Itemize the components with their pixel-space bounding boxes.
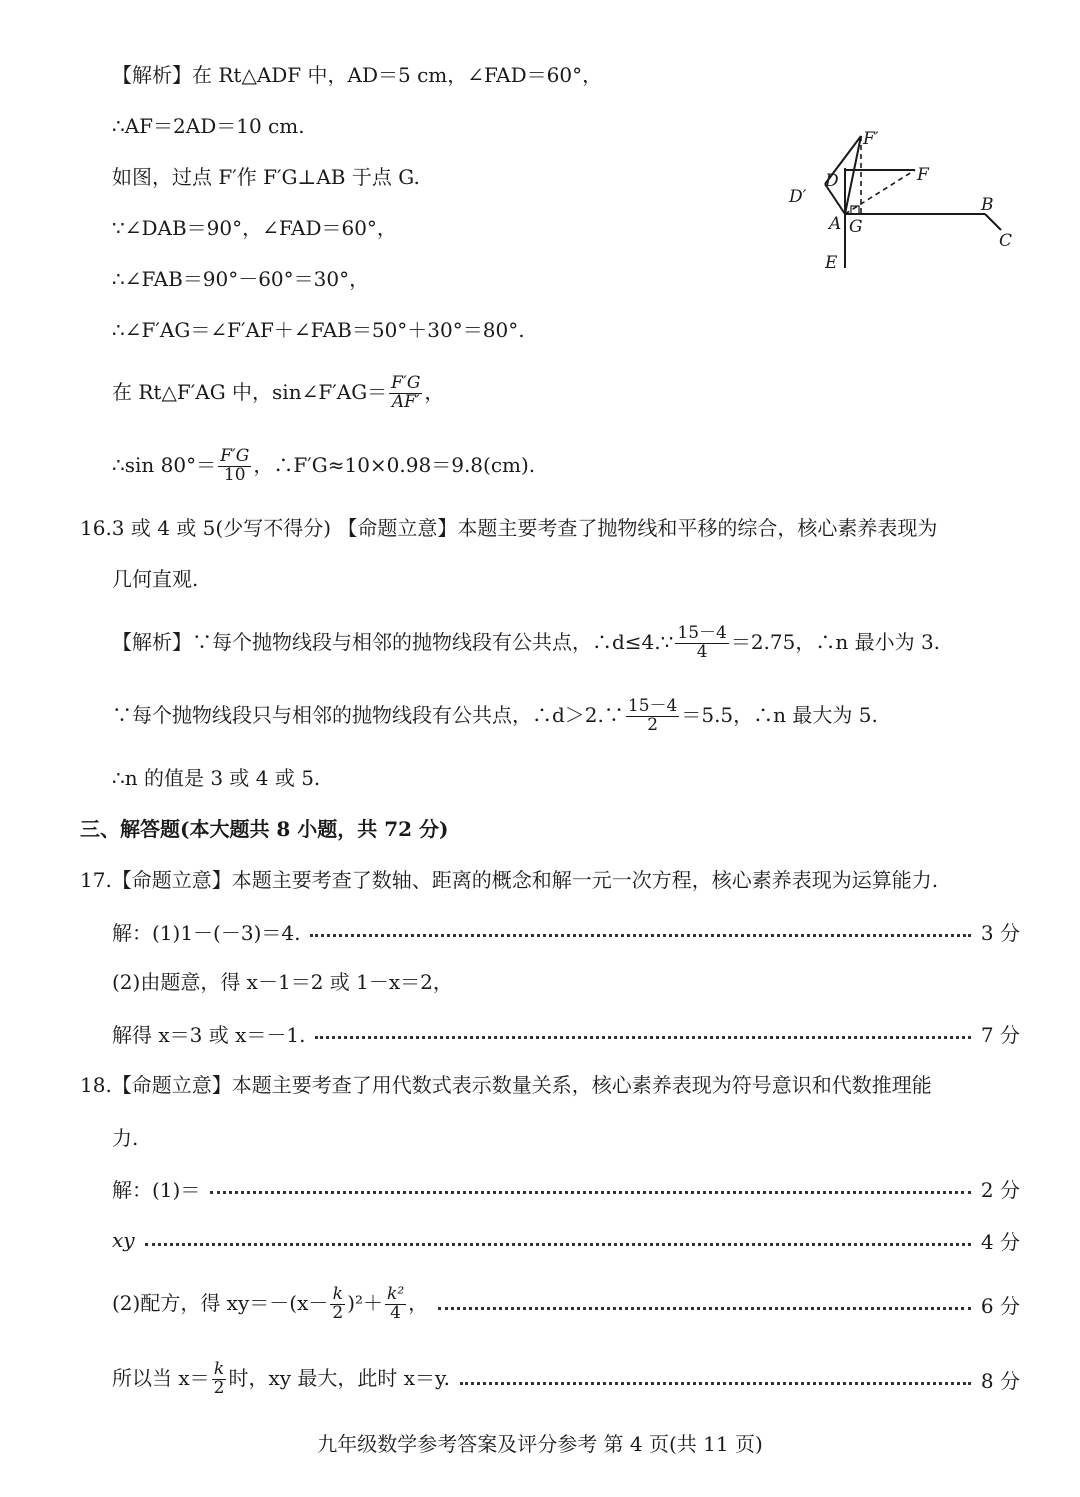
q16-line-3 [112,614,940,670]
q16-line-4-text: ∵每个抛物线段只与相邻的抛物线段有公共点，∴d＞2.∵ [112,703,624,727]
q16-line-5: ∴n 的值是 3 或 4 或 5. [112,766,321,790]
q15-line-2: ∴AF＝2AD＝10 cm. [112,114,305,138]
q18-step-2-text: xy [112,1228,135,1252]
fraction-denominator: 4 [696,642,708,662]
q15-line-6: ∴∠F′AG＝∠F′AF＋∠FAB＝50°＋30°＝80°. [112,318,525,342]
fraction-numerator: k [212,1361,227,1380]
q18-step-3-text: (2)配方，得 xy＝－(x－ [112,1290,329,1315]
leader-dots [315,1036,970,1039]
q18-step-2 [112,1225,1020,1255]
q18-line-2: 力. [112,1126,139,1150]
fraction [389,375,422,412]
fraction [385,1283,406,1323]
fraction-denominator: 10 [223,465,246,485]
page-footer: 九年级数学参考答案及评分参考 第 4 页(共 11 页) [317,1432,763,1456]
label-e: E [825,253,838,273]
q15-line-7-tail: ， [424,380,445,404]
fraction-denominator: 4 [390,1302,401,1323]
label-f-prime: F′ [863,129,879,149]
q18-step-4-tail: 时，xy 最大，此时 x＝y. [228,1365,451,1390]
q18-step-3-expression [112,1283,429,1323]
q17-step-1-text: 解：(1)1－(－3)＝4. [112,920,301,945]
q15-line-8-text: ∴sin 80°＝ [112,453,217,477]
leader-dots [145,1243,971,1246]
fraction-numerator: 15－4 [677,623,727,644]
q15-line-1: 【解析】在 Rt△ADF 中，AD＝5 cm，∠FAD＝60°， [112,63,603,87]
score-label: 4 分 [980,1229,1020,1254]
score-label: 8 分 [980,1368,1020,1393]
q18-step-4-text: 所以当 x＝ [112,1365,210,1390]
q17-step-2: (2)由题意，得 x－1＝2 或 1－x＝2， [112,970,453,994]
q16-line-3-text: 【解析】∵每个抛物线段与相邻的抛物线段有公共点，∴d≤4.∵ [112,630,674,654]
q15-line-8-tail: ，∴F′G≈10×0.98＝9.8(cm). [253,453,536,477]
geometry-figure [785,128,1035,278]
q15-line-7 [112,364,444,420]
q17-line-1: 17.【命题立意】本题主要考查了数轴、距离的概念和解一元一次方程，核心素养表现为运算能力. [80,868,939,892]
q18-step-4-expression [112,1358,451,1398]
q17-step-3-text: 解得 x＝3 或 x＝－1. [112,1022,306,1047]
fraction [626,698,679,735]
fraction-denominator: AF′ [391,392,420,412]
fraction-denominator: 2 [647,715,659,735]
label-d-prime: D′ [789,187,807,207]
q18-step-1-text: 解：(1)＝ [112,1177,201,1202]
q17-step-3 [112,1018,1020,1048]
fraction [675,625,728,662]
fraction [330,1283,345,1323]
label-a: A [829,214,842,234]
fraction-numerator: F′G [220,446,250,467]
q18-step-3 [112,1276,1020,1332]
q18-line-1: 18.【命题立意】本题主要考查了用代数式表示数量关系，核心素养表现为符号意识和代数推理能 [80,1073,932,1097]
fraction-numerator: F′G [391,373,421,394]
score-label: 3 分 [980,920,1020,945]
q18-step-3-tail: ， [408,1290,429,1315]
leader-dots [310,934,970,937]
leader-dots [210,1191,971,1194]
leader-dots [438,1307,971,1310]
label-f: F [917,165,929,185]
score-label: 6 分 [980,1293,1020,1318]
label-b: B [981,195,994,215]
fraction [212,1358,227,1398]
label-d: D [825,171,839,191]
fraction-denominator: 2 [213,1377,225,1398]
fraction-numerator: k² [387,1283,405,1304]
q15-line-5: ∴∠FAB＝90°－60°＝30°， [112,267,370,291]
q16-line-1: 16.3 或 4 或 5(少写不得分) 【命题立意】本题主要考查了抛物线和平移的综合，核心素养表现为 [80,516,938,540]
score-label: 2 分 [980,1177,1020,1202]
q17-step-1 [112,916,1020,946]
q18-step-3-mid: )²＋ [347,1290,384,1315]
segment-bc [985,214,1001,230]
fraction-numerator: 15－4 [627,696,678,717]
q15-line-8 [112,437,535,493]
label-c: C [999,231,1013,251]
leader-dots [460,1382,971,1385]
fraction-denominator: 2 [332,1302,344,1323]
q18-step-4 [112,1351,1020,1407]
fraction [218,448,251,485]
section-title: 三、解答题(本大题共 8 小题，共 72 分) [80,817,449,841]
q18-step-1 [112,1173,1020,1203]
q16-line-4 [112,687,878,743]
q16-line-3-tail: ＝2.75，∴n 最小为 3. [730,630,941,654]
q15-line-4: ∵∠DAB＝90°，∠FAD＝60°， [112,216,397,240]
label-g: G [849,217,863,237]
score-label: 7 分 [980,1022,1020,1047]
fraction-numerator: k [330,1286,345,1305]
q15-line-7-text: 在 Rt△F′AG 中，sin∠F′AG＝ [112,380,388,404]
q16-line-2: 几何直观. [112,567,199,591]
segment-af-dashed [845,170,915,214]
q15-line-3: 如图，过点 F′作 F′G⊥AB 于点 G. [112,165,420,189]
q16-line-4-tail: ＝5.5，∴n 最大为 5. [681,703,878,727]
